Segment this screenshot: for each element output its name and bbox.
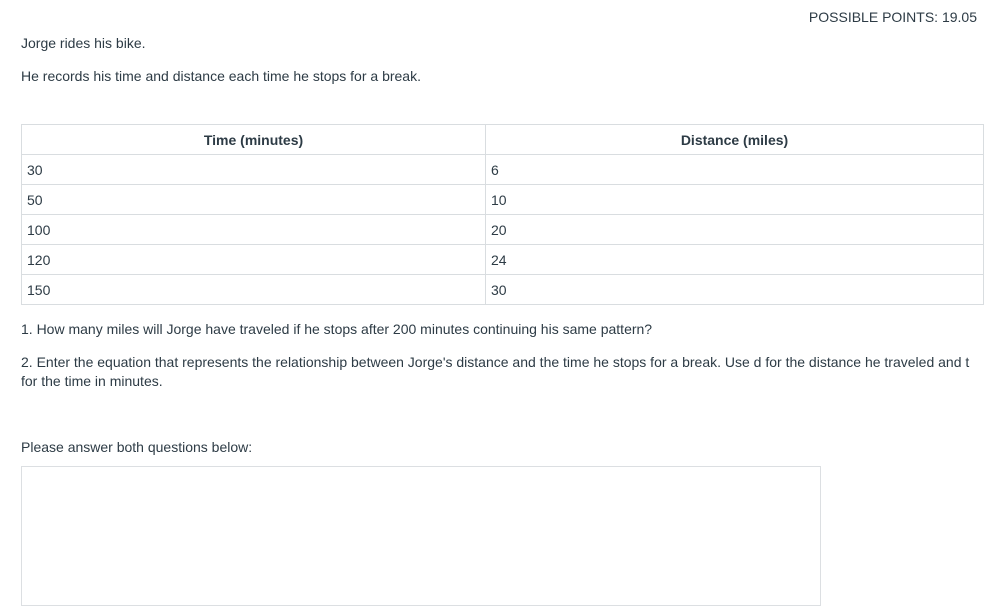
question-1: 1. How many miles will Jorge have traveled if he stops after 200 minutes continuing his same pattern?	[21, 321, 653, 337]
distance-cell: 10	[486, 185, 984, 215]
table-row	[22, 215, 984, 245]
distance-cell: 24	[486, 245, 984, 275]
table-row	[22, 155, 984, 185]
possible-points: POSSIBLE POINTS: 19.05	[808, 9, 977, 25]
answer-prompt: Please answer both questions below:	[21, 439, 253, 455]
table-header-row	[22, 125, 984, 155]
column-header-time: Time (minutes)	[22, 125, 486, 155]
distance-cell: 20	[486, 215, 984, 245]
question-content	[21, 34, 984, 606]
question-intro-1: Jorge rides his bike.	[21, 35, 146, 51]
column-header-distance: Distance (miles)	[486, 125, 984, 155]
distance-cell: 30	[486, 275, 984, 305]
table-row	[22, 275, 984, 305]
time-cell: 120	[22, 245, 486, 275]
table-row	[22, 245, 984, 275]
distance-cell: 6	[486, 155, 984, 185]
time-cell: 50	[22, 185, 486, 215]
question-intro-2: He records his time and distance each time he stops for a break.	[21, 68, 421, 84]
table-row	[22, 185, 984, 215]
question-2: 2. Enter the equation that represents the relationship between Jorge's distance and the time he stops for a break. Use d for the distance he traveled and t for the time in minutes.	[21, 354, 970, 389]
time-cell: 30	[22, 155, 486, 185]
time-cell: 100	[22, 215, 486, 245]
time-cell: 150	[22, 275, 486, 305]
time-distance-table	[21, 124, 984, 305]
answer-text-area[interactable]	[21, 466, 821, 606]
